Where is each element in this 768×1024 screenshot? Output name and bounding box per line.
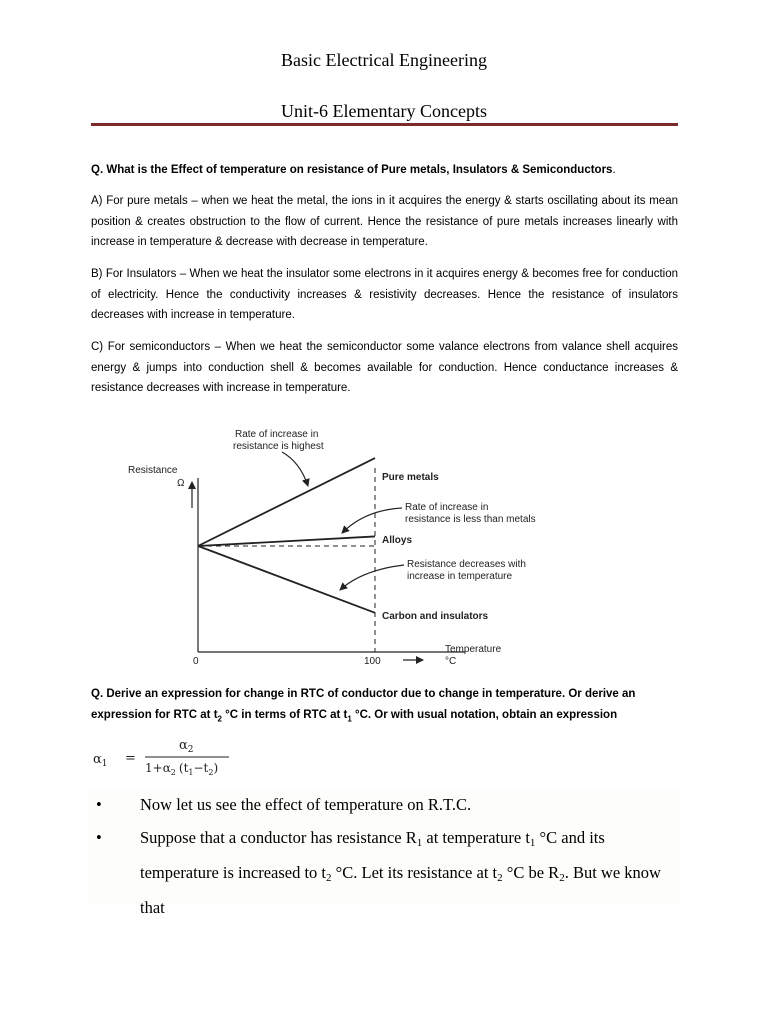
annotation-2-line1: Rate of increase in <box>405 502 489 513</box>
question-2-sub-2: 2 <box>217 714 222 724</box>
series-line-pure-metals <box>198 458 375 546</box>
y-axis-label: Resistance <box>128 465 178 476</box>
bullet-marker: • <box>96 828 102 847</box>
answer-semiconductors: C) For semiconductors – When we heat the semiconductor some valance electrons from valance shell acquires energy & jumps into conduction shell & becomes available for conduction. Hence conductance increases & resistance decreases with increase in temperature. <box>91 341 678 394</box>
annotation-3-line1: Resistance decreases with <box>407 559 526 570</box>
x-axis-unit: °C <box>445 656 457 667</box>
question-1 <box>91 160 678 181</box>
formula-equals: = <box>125 751 136 766</box>
question-2-text-c: °C. Or with usual notation, obtain an expression <box>351 709 618 721</box>
resistance-temperature-chart <box>120 420 570 675</box>
question-1-text: Q. What is the Effect of temperature on resistance of Pure metals, Insulators & Semiconductors <box>91 164 613 176</box>
annotation-2-arrow <box>342 508 402 533</box>
formula-den-a: 1+α <box>145 761 171 775</box>
annotation-2-line2: resistance is less than metals <box>405 514 536 525</box>
question-2-text-a: Q. Derive an expression for change in RTC of conductor due to change in temperature. Or derive an expression for RTC at t <box>91 688 636 721</box>
header-divider <box>91 123 678 126</box>
svg-text:α2 <box>179 738 194 755</box>
formula-lhs: α <box>93 752 102 767</box>
formula-den-d: ) <box>213 761 219 775</box>
question-1-period: . <box>612 164 616 176</box>
x-tick-100: 100 <box>364 656 381 667</box>
annotation-3-line2: increase in temperature <box>407 571 513 582</box>
question-2-text-b: °C in terms of RTC at t <box>221 709 348 721</box>
formula-den-c: −t <box>193 761 209 775</box>
series-line-alloys <box>198 536 375 546</box>
x-tick-0: 0 <box>193 656 199 667</box>
annotation-1-arrow <box>282 452 308 486</box>
bullet-text: Now let us see the effect of temperature on R.T.C. <box>140 795 472 814</box>
svg-text:1+α2(t1−t2) <box>145 761 218 777</box>
series-label-pure-metals: Pure metals <box>382 472 439 483</box>
unit-title: Unit-6 Elementary Concepts <box>281 101 487 121</box>
document-title: Basic Electrical Engineering <box>281 50 487 70</box>
y-axis-unit: Ω <box>177 478 185 489</box>
x-axis-label: Temperature <box>445 644 502 655</box>
scanned-excerpt <box>88 790 680 917</box>
rtc-formula <box>91 736 291 780</box>
formula-den-b: (t <box>178 761 189 775</box>
question-2-sub-1: 1 <box>347 714 352 724</box>
formula-numerator: α <box>179 738 188 753</box>
series-line-carbon-insulators <box>198 546 375 613</box>
question-2 <box>91 684 678 729</box>
annotation-1-line2: resistance is highest <box>233 441 324 452</box>
annotation-3-arrow <box>340 565 404 590</box>
formula-lhs-sub: 1 <box>101 759 108 769</box>
svg-text:α1 <box>93 752 108 769</box>
formula-den-b-sub: 1 <box>188 768 194 777</box>
formula-den-c-sub: 2 <box>208 768 214 777</box>
formula-numerator-sub: 2 <box>187 745 194 755</box>
series-label-carbon-insulators: Carbon and insulators <box>382 611 489 622</box>
bullet-marker: • <box>96 795 102 814</box>
annotation-1-line1: Rate of increase in <box>235 429 319 440</box>
answer-pure-metals: A) For pure metals – when we heat the metal, the ions in it acquires the energy & starts oscillating about its mean position & creates obstruction to the flow of current. Hence the resistance of pure metals increases linearly with increase in temperature & decrease with decrease in temperature. <box>91 195 678 248</box>
bullet-text: Suppose that a conductor has resistance R1 at temperature t1 °C and its temperature is increased to t2 °C. Let its resistance at t2 °C be R2. But we know that <box>140 828 661 917</box>
answer-insulators: B) For Insulators – When we heat the insulator some electrons in it acquires energy & becomes free for conduction of electricity. Hence the conductivity increases & resistivity decreases. Hence the resistance of insulators decreases with increase in temperature. <box>91 268 678 321</box>
formula-den-a-sub: 2 <box>170 768 176 777</box>
series-label-alloys: Alloys <box>382 535 413 546</box>
